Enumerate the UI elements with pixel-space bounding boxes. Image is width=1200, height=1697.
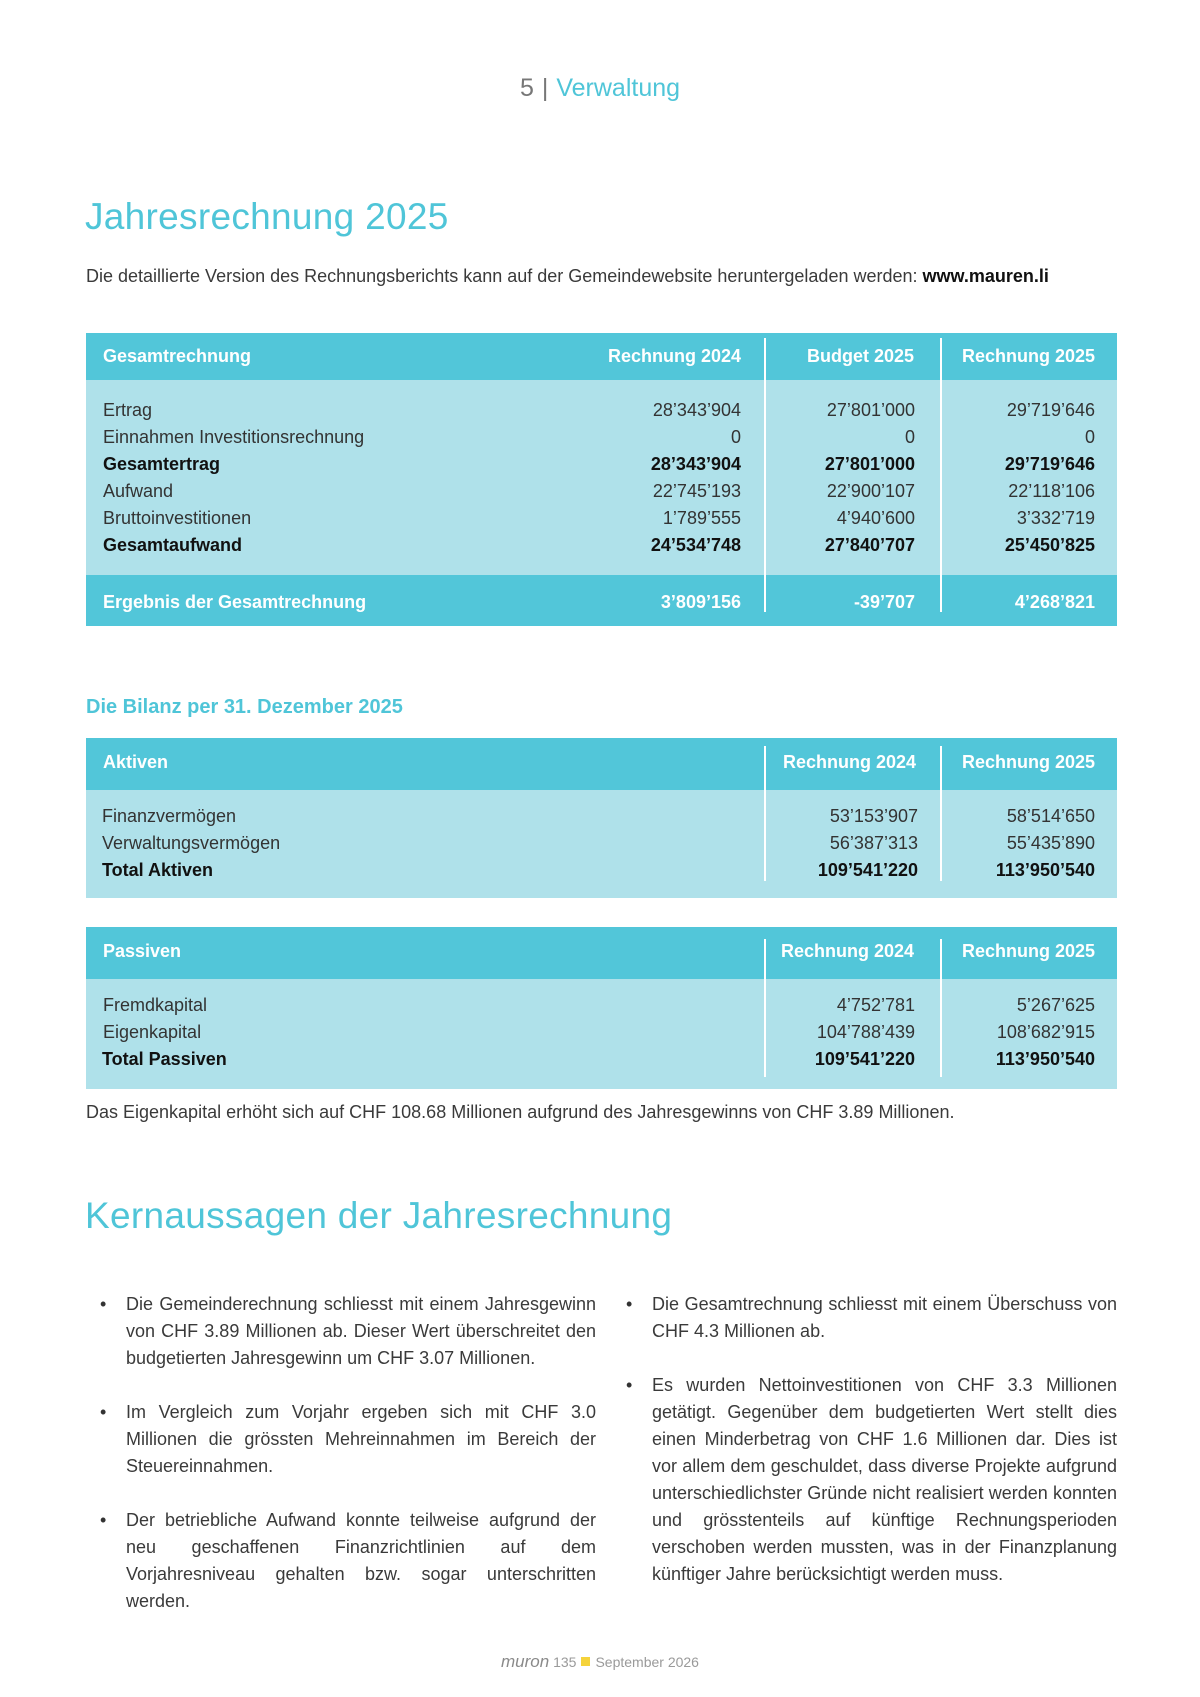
row-label: Ertrag: [103, 400, 153, 420]
table-body: [86, 380, 1117, 575]
page-title: Jahresrechnung 2025: [85, 196, 449, 237]
column-header: Budget 2025: [806, 346, 914, 366]
row-label: Bruttoinvestitionen: [103, 508, 252, 528]
column-header: Rechnung 2024: [607, 346, 741, 366]
section-name: Verwaltung: [556, 74, 681, 102]
bullet-icon: •: [626, 1294, 633, 1314]
cell-value: 22’745’193: [652, 481, 741, 501]
row-label: Gesamtertrag: [103, 454, 221, 474]
key-points-left: [86, 1291, 596, 1642]
cell-value: 0: [904, 427, 915, 447]
list-item: [86, 1291, 596, 1372]
list-item-text: Im Vergleich zum Vorjahr ergeben sich mit CHF 3.0 Millionen die grössten Mehreinnahmen im Bereich der Steuereinnahmen.: [126, 1402, 596, 1476]
cell-value: 3’332’719: [1016, 508, 1095, 528]
row-label: Einnahmen Investitionsrechnung: [103, 427, 365, 447]
cell-value: 4’940’600: [836, 508, 915, 528]
cell-value: 109’541’220: [814, 1049, 915, 1069]
list-item: [86, 1507, 596, 1615]
bilanz-heading: Die Bilanz per 31. Dezember 2025: [86, 696, 403, 718]
column-divider: [764, 575, 766, 612]
row-label: Finanzvermögen: [102, 806, 237, 826]
column-divider: [764, 939, 766, 979]
passiven-table: [86, 927, 1117, 1089]
list-item-text: Die Gemeinderechnung schliesst mit einem Jahresgewinn von CHF 3.89 Millionen ab. Dieser Wert überschreitet den budgetierten Jahresgewinn um CHF 3.07 Millionen.: [126, 1294, 596, 1368]
cell-value: 56’387’313: [829, 833, 918, 853]
issue-number: 135: [553, 1654, 577, 1670]
result-label: Ergebnis der Gesamtrechnung: [103, 592, 367, 612]
table-body: [86, 790, 1117, 898]
column-header: Rechnung 2024: [780, 941, 914, 961]
section-number: 5: [519, 74, 534, 102]
intro-text: Die detaillierte Version des Rechnungsberichts kann auf der Gemeindewebsite heruntergeladen werden:: [86, 266, 923, 286]
cell-value: 27’840’707: [824, 535, 915, 555]
cell-value: 28’343’904: [650, 454, 741, 474]
table-header-row: [86, 738, 1117, 790]
bullet-icon: •: [100, 1510, 107, 1530]
column-header: Passiven: [103, 941, 182, 961]
table-header-row: [86, 927, 1117, 979]
table-header-row: [86, 333, 1117, 380]
equity-note: Das Eigenkapital erhöht sich auf CHF 108.68 Millionen aufgrund des Jahresgewinns von CHF 3.89 Millionen.: [86, 1102, 955, 1122]
list-item: [612, 1372, 1117, 1588]
column-divider: [764, 380, 766, 575]
bullet-icon: •: [100, 1402, 107, 1422]
column-divider: [940, 338, 942, 380]
aktiven-table: [86, 738, 1117, 898]
cell-value: 27’801’000: [826, 400, 915, 420]
cell-value: 29’719’646: [1006, 400, 1095, 420]
list-item: [612, 1291, 1117, 1345]
magazine-logo: muron: [501, 1652, 550, 1671]
page-footer: [0, 1652, 1200, 1672]
cell-value: 0: [730, 427, 741, 447]
bullet-icon: •: [626, 1375, 633, 1395]
column-header: Gesamtrechnung: [103, 346, 252, 366]
section-title: Kernaussagen der Jahresrechnung: [85, 1195, 673, 1236]
column-divider: [764, 790, 766, 881]
bullet-icon: •: [100, 1294, 107, 1314]
cell-value: 109’541’220: [817, 860, 918, 880]
list-item-text: Der betriebliche Aufwand konnte teilweise aufgrund der neu geschaffenen Finanzrichtlinien auf dem Vorjahresniveau gehalten bzw. sogar unterschritten werden.: [126, 1510, 596, 1611]
row-label: Total Passiven: [102, 1049, 227, 1069]
row-label: Verwaltungsvermögen: [102, 833, 281, 853]
cell-value: 113’950’540: [995, 1049, 1095, 1069]
issue-date: September 2026: [595, 1654, 699, 1670]
column-divider: [764, 338, 766, 380]
row-label: Aufwand: [103, 481, 174, 501]
result-value: -39’707: [853, 592, 915, 612]
cell-value: 25’450’825: [1004, 535, 1095, 555]
column-divider: [940, 939, 942, 979]
list-item-text: Es wurden Nettoinvestitionen von CHF 3.3 Millionen getätigt. Gegenüber dem budgetierten Wert stellt dies einen Minderbetrag von CHF 1.6 Millionen dar. Dies ist vor allem dem geschuldet, dass diverse Projekte aufgrund unterschiedlichster Gründe nicht realisiert werden konnten und grösstenteils auf künftige Rechnungsperioden verschoben werden mussten, was in der Finanzplanung künftiger Jahre berücksichtigt werden muss.: [652, 1375, 1117, 1584]
column-header: Rechnung 2025: [961, 752, 1095, 772]
row-label: Total Aktiven: [102, 860, 214, 880]
column-header: Aktiven: [103, 752, 169, 772]
column-divider: [940, 979, 942, 1077]
column-divider: [764, 979, 766, 1077]
page-section-header: [0, 74, 1200, 103]
column-divider: [940, 380, 942, 575]
result-row: [86, 575, 1117, 626]
table-body: [86, 979, 1117, 1089]
key-points-right: [612, 1291, 1117, 1615]
cell-value: 27’801’000: [824, 454, 915, 474]
list-item-text: Die Gesamtrechnung schliesst mit einem Überschuss von CHF 4.3 Millionen ab.: [652, 1294, 1117, 1341]
cell-value: 55’435’890: [1006, 833, 1095, 853]
cell-value: 28’343’904: [652, 400, 741, 420]
list-item: [86, 1399, 596, 1480]
column-divider: [940, 575, 942, 612]
section-separator: |: [541, 74, 549, 102]
cell-value: 5’267’625: [1016, 995, 1095, 1015]
cell-value: 108’682’915: [996, 1022, 1095, 1042]
cell-value: 1’789’555: [662, 508, 741, 528]
column-header: Rechnung 2024: [782, 752, 916, 772]
column-header: Rechnung 2025: [961, 941, 1095, 961]
cell-value: 113’950’540: [995, 860, 1095, 880]
intro-paragraph: [86, 266, 1049, 287]
cell-value: 24’534’748: [650, 535, 741, 555]
yellow-square-icon: [581, 1657, 590, 1666]
row-label: Gesamtaufwand: [103, 535, 243, 555]
column-header: Rechnung 2025: [961, 346, 1095, 366]
result-value: 4’268’821: [1014, 592, 1095, 612]
column-divider: [940, 790, 942, 881]
cell-value: 104’788’439: [816, 1022, 915, 1042]
gesamtrechnung-table: [86, 333, 1117, 626]
column-divider: [940, 746, 942, 790]
cell-value: 0: [1084, 427, 1095, 447]
column-divider: [764, 746, 766, 790]
cell-value: 4’752’781: [836, 995, 915, 1015]
row-label: Eigenkapital: [103, 1022, 202, 1042]
result-value: 3’809’156: [660, 592, 741, 612]
cell-value: 22’900’107: [826, 481, 915, 501]
cell-value: 29’719’646: [1004, 454, 1095, 474]
website-link[interactable]: www.mauren.li: [922, 266, 1049, 286]
cell-value: 53’153’907: [829, 806, 918, 826]
cell-value: 58’514’650: [1006, 806, 1095, 826]
row-label: Fremdkapital: [103, 995, 208, 1015]
cell-value: 22’118’106: [1008, 481, 1095, 501]
